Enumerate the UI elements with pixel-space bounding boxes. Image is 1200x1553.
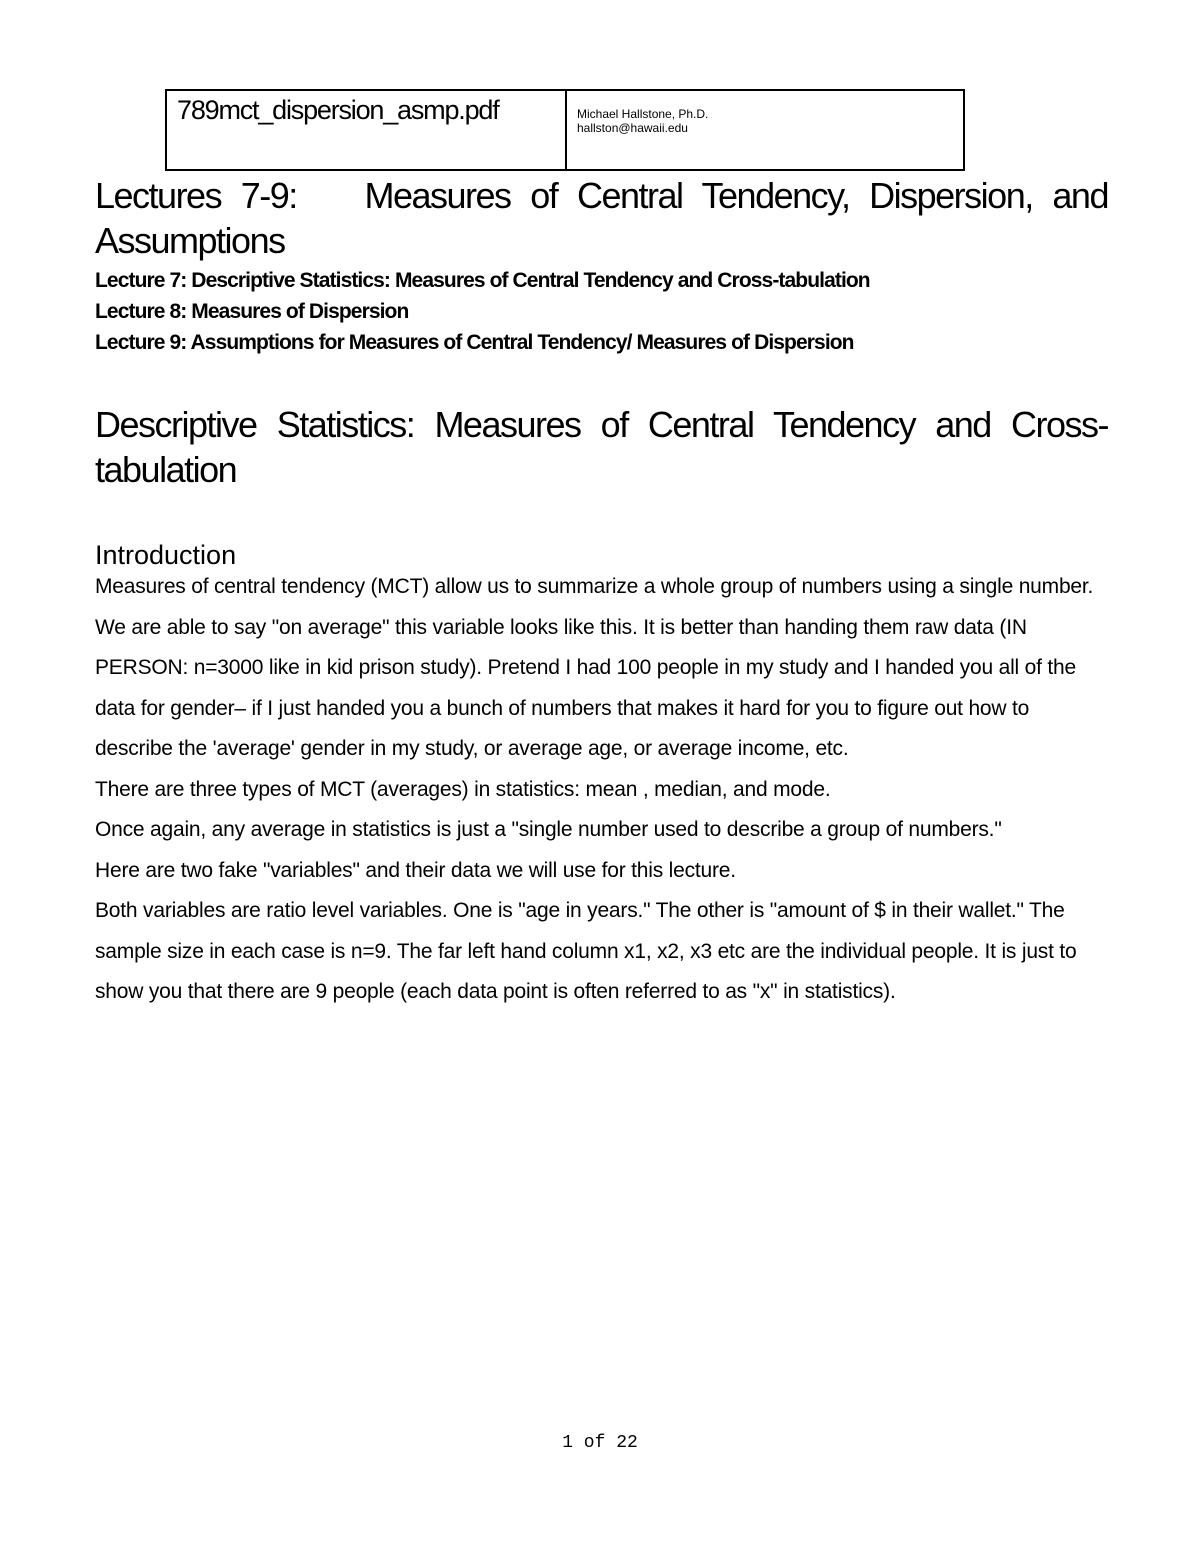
- lecture-item-7: Lecture 7: Descriptive Statistics: Measures of Central Tendency and Cross-tabulation: [95, 269, 870, 292]
- body-text: [95, 567, 1110, 1013]
- author-name: Michael Hallstone, Ph.D.: [577, 107, 709, 121]
- title-prefix: Lectures 7-9:: [95, 175, 297, 216]
- page-number: 1 of 22: [562, 1433, 638, 1453]
- filename-label: 789mct_dispersion_asmp.pdf: [167, 91, 567, 169]
- title-rest: Measures of Central Tendency, Dispersion, and Assumptions: [95, 175, 1108, 261]
- paragraph: Once again, any average in statistics is just a "single number used to describe a group of numbers.": [95, 818, 1002, 841]
- subsection-title: Introduction: [95, 540, 237, 570]
- lecture-list: [95, 265, 870, 358]
- lecture-item-8: Lecture 8: Measures of Dispersion: [95, 300, 409, 323]
- author-email: hallston@hawaii.edu: [577, 121, 688, 135]
- paragraph: There are three types of MCT (averages) in statistics: mean , median, and mode.: [95, 777, 831, 801]
- document-header-box: [165, 89, 965, 171]
- paragraph: Measures of central tendency (MCT) allow us to summarize a whole group of numbers using a single number. We are able to say "on average" this variable looks like this. It is better than handing them raw data (IN PERSON: n=3000 like in kid prison study). Pretend I had 100 people in my study and I handed you all of the data for gender– if I just handed you a bunch of numbers that makes it hard for you to figure out how to describe the 'average' gender in my study, or average age, or average income, etc.: [95, 575, 1094, 760]
- paragraph: Here are two fake "variables" and their data we will use for this lecture.: [95, 858, 736, 882]
- section-title: Descriptive Statistics: Measures of Central Tendency and Cross-tabulation: [95, 404, 1108, 490]
- lecture-item-9: Lecture 9: Assumptions for Measures of Central Tendency/ Measures of Dispersion: [95, 331, 854, 354]
- paragraph: Both variables are ratio level variables. One is "age in years." The other is "amount of $ in their wallet." The sample size in each case is n=9. The far left hand column x1, x2, x3 etc are the individual people. It is just to show you that there are 9 people (each data point is often referred to as "x" in statistics).: [95, 899, 1077, 1003]
- author-info: [567, 91, 963, 169]
- document-title: [95, 173, 1108, 263]
